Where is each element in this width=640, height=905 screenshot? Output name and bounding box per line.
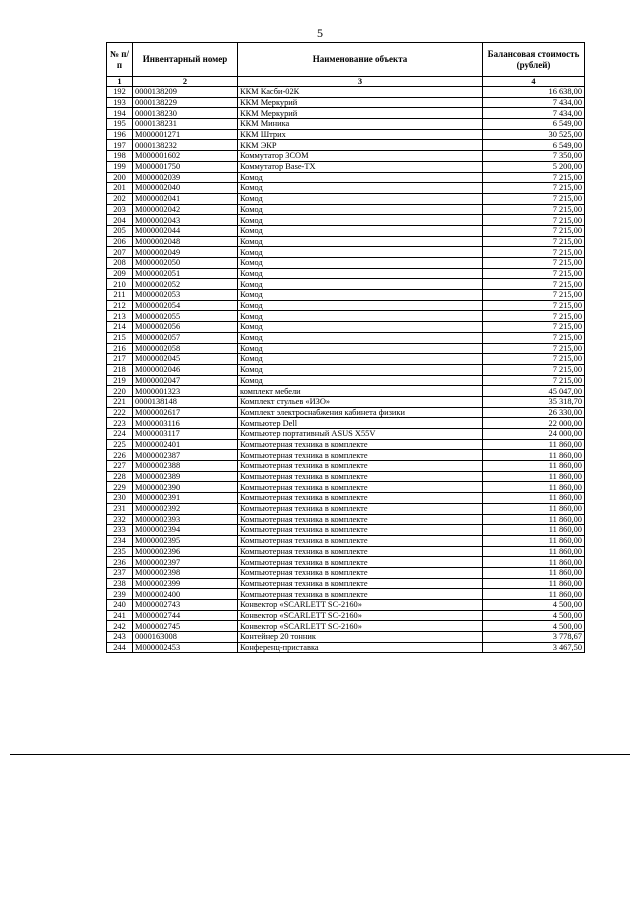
- inventory-number-cell: М000002395: [133, 535, 238, 546]
- inventory-number-cell: М000002052: [133, 279, 238, 290]
- inventory-number-cell: М000002390: [133, 482, 238, 493]
- table-row: [107, 589, 585, 600]
- table-row: [107, 300, 585, 311]
- object-name-cell: Компьютерная техника в комплекте: [238, 503, 483, 514]
- table-header-row: [107, 43, 585, 77]
- object-name-cell: Компьютер портативный ASUS X55V: [238, 429, 483, 440]
- book-value-cell: 7 215,00: [483, 311, 585, 322]
- object-name-cell: Комод: [238, 183, 483, 194]
- table-row: [107, 119, 585, 130]
- row-number-cell: 198: [107, 151, 133, 162]
- row-number-cell: 220: [107, 386, 133, 397]
- row-number-cell: 197: [107, 140, 133, 151]
- row-number-cell: 215: [107, 332, 133, 343]
- table-row: [107, 461, 585, 472]
- inventory-number-cell: 0000138232: [133, 140, 238, 151]
- inventory-number-cell: 0000138229: [133, 97, 238, 108]
- inventory-number-cell: М000002039: [133, 172, 238, 183]
- table-row: [107, 503, 585, 514]
- table-row: [107, 332, 585, 343]
- inventory-number-cell: М000002744: [133, 610, 238, 621]
- row-number-cell: 226: [107, 450, 133, 461]
- row-number-cell: 244: [107, 642, 133, 653]
- inventory-number-cell: 0000138230: [133, 108, 238, 119]
- row-number-cell: 228: [107, 471, 133, 482]
- table-row: [107, 364, 585, 375]
- table-row: [107, 525, 585, 536]
- book-value-cell: 7 215,00: [483, 322, 585, 333]
- table-row: [107, 225, 585, 236]
- column-number-row: [107, 77, 585, 87]
- inventory-number-cell: М000002047: [133, 375, 238, 386]
- object-name-cell: ККМ Касби-02К: [238, 87, 483, 98]
- row-number-cell: 241: [107, 610, 133, 621]
- row-number-cell: 218: [107, 364, 133, 375]
- table-row: [107, 578, 585, 589]
- row-number-cell: 243: [107, 632, 133, 643]
- row-number-cell: 214: [107, 322, 133, 333]
- table-row: [107, 343, 585, 354]
- table-row: [107, 600, 585, 611]
- book-value-cell: 45 047,00: [483, 386, 585, 397]
- inventory-number-cell: М000002389: [133, 471, 238, 482]
- book-value-cell: 7 434,00: [483, 108, 585, 119]
- object-name-cell: Комод: [238, 364, 483, 375]
- book-value-cell: 11 860,00: [483, 589, 585, 600]
- table-row: [107, 151, 585, 162]
- object-name-cell: Комод: [238, 193, 483, 204]
- row-number-cell: 231: [107, 503, 133, 514]
- row-number-cell: 227: [107, 461, 133, 472]
- inventory-number-cell: М000002743: [133, 600, 238, 611]
- row-number-cell: 200: [107, 172, 133, 183]
- inventory-number-cell: М000002387: [133, 450, 238, 461]
- book-value-cell: 7 215,00: [483, 215, 585, 226]
- object-name-cell: Комод: [238, 343, 483, 354]
- book-value-cell: 4 500,00: [483, 600, 585, 611]
- row-number-cell: 204: [107, 215, 133, 226]
- inventory-number-cell: М000002055: [133, 311, 238, 322]
- row-number-cell: 222: [107, 407, 133, 418]
- book-value-cell: 7 215,00: [483, 172, 585, 183]
- inventory-number-cell: М000002046: [133, 364, 238, 375]
- object-name-cell: Комод: [238, 225, 483, 236]
- book-value-cell: 3 467,50: [483, 642, 585, 653]
- object-name-cell: Компьютерная техника в комплекте: [238, 493, 483, 504]
- row-number-cell: 205: [107, 225, 133, 236]
- book-value-cell: 11 860,00: [483, 514, 585, 525]
- object-name-cell: комплект мебели: [238, 386, 483, 397]
- row-number-cell: 240: [107, 600, 133, 611]
- table-row: [107, 108, 585, 119]
- inventory-number-cell: М000003116: [133, 418, 238, 429]
- table-row: [107, 268, 585, 279]
- inventory-number-cell: М000002745: [133, 621, 238, 632]
- book-value-cell: 22 000,00: [483, 418, 585, 429]
- inventory-number-cell: М000001750: [133, 161, 238, 172]
- book-value-cell: 7 215,00: [483, 364, 585, 375]
- inventory-number-cell: М000002453: [133, 642, 238, 653]
- table-row: [107, 279, 585, 290]
- object-name-cell: Контейнер 20 тонник: [238, 632, 483, 643]
- row-number-cell: 203: [107, 204, 133, 215]
- header-inventory-number: Инвентарный номер: [133, 43, 238, 77]
- table-row: [107, 429, 585, 440]
- row-number-cell: 211: [107, 290, 133, 301]
- object-name-cell: Конвектор «SCARLETT SC-2160»: [238, 621, 483, 632]
- table-row: [107, 354, 585, 365]
- object-name-cell: Компьютер Dell: [238, 418, 483, 429]
- book-value-cell: 11 860,00: [483, 535, 585, 546]
- object-name-cell: Конвектор «SCARLETT SC-2160»: [238, 610, 483, 621]
- book-value-cell: 11 860,00: [483, 546, 585, 557]
- inventory-number-cell: М000002054: [133, 300, 238, 311]
- book-value-cell: 11 860,00: [483, 567, 585, 578]
- table-row: [107, 407, 585, 418]
- table-row: [107, 514, 585, 525]
- table-row: [107, 215, 585, 226]
- object-name-cell: Комод: [238, 354, 483, 365]
- book-value-cell: 4 500,00: [483, 610, 585, 621]
- row-number-cell: 236: [107, 557, 133, 568]
- table-row: [107, 375, 585, 386]
- inventory-number-cell: 0000138231: [133, 119, 238, 130]
- row-number-cell: 237: [107, 567, 133, 578]
- object-name-cell: ККМ Штрих: [238, 129, 483, 140]
- table-row: [107, 193, 585, 204]
- object-name-cell: Комод: [238, 268, 483, 279]
- book-value-cell: 11 860,00: [483, 450, 585, 461]
- inventory-number-cell: М000002051: [133, 268, 238, 279]
- inventory-number-cell: М000002045: [133, 354, 238, 365]
- inventory-number-cell: М000002394: [133, 525, 238, 536]
- inventory-number-cell: М000002396: [133, 546, 238, 557]
- inventory-number-cell: М000002617: [133, 407, 238, 418]
- table-row: [107, 204, 585, 215]
- row-number-cell: 206: [107, 236, 133, 247]
- table-row: [107, 493, 585, 504]
- row-number-cell: 221: [107, 396, 133, 407]
- inventory-number-cell: М000002397: [133, 557, 238, 568]
- inventory-number-cell: М000002401: [133, 439, 238, 450]
- object-name-cell: Комод: [238, 290, 483, 301]
- inventory-number-cell: М000003117: [133, 429, 238, 440]
- book-value-cell: 11 860,00: [483, 439, 585, 450]
- table-row: [107, 632, 585, 643]
- table-row: [107, 258, 585, 269]
- table-row: [107, 290, 585, 301]
- book-value-cell: 7 215,00: [483, 258, 585, 269]
- table-row: [107, 418, 585, 429]
- table-row: [107, 161, 585, 172]
- inventory-number-cell: М000002041: [133, 193, 238, 204]
- table-row: [107, 140, 585, 151]
- table-row: [107, 183, 585, 194]
- row-number-cell: 201: [107, 183, 133, 194]
- header-object-name: Наименование объекта: [238, 43, 483, 77]
- inventory-number-cell: М000002053: [133, 290, 238, 301]
- inventory-number-cell: М000002044: [133, 225, 238, 236]
- book-value-cell: 7 215,00: [483, 236, 585, 247]
- row-number-cell: 202: [107, 193, 133, 204]
- inventory-number-cell: М000001271: [133, 129, 238, 140]
- table-row: [107, 236, 585, 247]
- row-number-cell: 238: [107, 578, 133, 589]
- object-name-cell: Компьютерная техника в комплекте: [238, 589, 483, 600]
- row-number-cell: 239: [107, 589, 133, 600]
- table-row: [107, 642, 585, 653]
- table-row: [107, 557, 585, 568]
- object-name-cell: Комод: [238, 247, 483, 258]
- book-value-cell: 11 860,00: [483, 557, 585, 568]
- row-number-cell: 209: [107, 268, 133, 279]
- inventory-number-cell: М000002391: [133, 493, 238, 504]
- table-row: [107, 87, 585, 98]
- inventory-number-cell: М000002040: [133, 183, 238, 194]
- inventory-number-cell: М000002043: [133, 215, 238, 226]
- table-row: [107, 322, 585, 333]
- object-name-cell: Компьютерная техника в комплекте: [238, 461, 483, 472]
- book-value-cell: 7 215,00: [483, 375, 585, 386]
- row-number-cell: 232: [107, 514, 133, 525]
- object-name-cell: Компьютерная техника в комплекте: [238, 450, 483, 461]
- book-value-cell: 7 350,00: [483, 151, 585, 162]
- object-name-cell: Компьютерная техника в комплекте: [238, 546, 483, 557]
- object-name-cell: ККМ Миника: [238, 119, 483, 130]
- book-value-cell: 7 215,00: [483, 268, 585, 279]
- table-row: [107, 396, 585, 407]
- book-value-cell: 4 500,00: [483, 621, 585, 632]
- book-value-cell: 11 860,00: [483, 578, 585, 589]
- row-number-cell: 195: [107, 119, 133, 130]
- object-name-cell: Компьютерная техника в комплекте: [238, 535, 483, 546]
- object-name-cell: ККМ Меркурий: [238, 97, 483, 108]
- book-value-cell: 11 860,00: [483, 471, 585, 482]
- table-row: [107, 386, 585, 397]
- inventory-number-cell: М000002400: [133, 589, 238, 600]
- row-number-cell: 193: [107, 97, 133, 108]
- book-value-cell: 7 434,00: [483, 97, 585, 108]
- bottom-divider: [10, 754, 630, 755]
- book-value-cell: 35 318,70: [483, 396, 585, 407]
- book-value-cell: 7 215,00: [483, 300, 585, 311]
- object-name-cell: Конвектор «SCARLETT SC-2160»: [238, 600, 483, 611]
- inventory-number-cell: 0000138148: [133, 396, 238, 407]
- inventory-table: [106, 42, 585, 653]
- table-row: [107, 97, 585, 108]
- book-value-cell: 11 860,00: [483, 525, 585, 536]
- row-number-cell: 229: [107, 482, 133, 493]
- book-value-cell: 7 215,00: [483, 332, 585, 343]
- table-row: [107, 610, 585, 621]
- row-number-cell: 224: [107, 429, 133, 440]
- inventory-number-cell: М000002398: [133, 567, 238, 578]
- row-number-cell: 242: [107, 621, 133, 632]
- table-body: [107, 87, 585, 653]
- row-number-cell: 196: [107, 129, 133, 140]
- row-number-cell: 230: [107, 493, 133, 504]
- inventory-number-cell: М000002057: [133, 332, 238, 343]
- book-value-cell: 7 215,00: [483, 225, 585, 236]
- object-name-cell: Комод: [238, 332, 483, 343]
- table-row: [107, 247, 585, 258]
- object-name-cell: Компьютерная техника в комплекте: [238, 439, 483, 450]
- row-number-cell: 213: [107, 311, 133, 322]
- inventory-number-cell: М000002042: [133, 204, 238, 215]
- object-name-cell: Комод: [238, 215, 483, 226]
- object-name-cell: ККМ Меркурий: [238, 108, 483, 119]
- book-value-cell: 7 215,00: [483, 247, 585, 258]
- book-value-cell: 24 000,00: [483, 429, 585, 440]
- inventory-number-cell: М000001602: [133, 151, 238, 162]
- row-number-cell: 192: [107, 87, 133, 98]
- inventory-number-cell: М000002058: [133, 343, 238, 354]
- table-row: [107, 450, 585, 461]
- row-number-cell: 216: [107, 343, 133, 354]
- object-name-cell: Компьютерная техника в комплекте: [238, 525, 483, 536]
- inventory-number-cell: М000002399: [133, 578, 238, 589]
- table-row: [107, 172, 585, 183]
- page-number: 5: [317, 26, 323, 40]
- object-name-cell: Компьютерная техника в комплекте: [238, 514, 483, 525]
- table-row: [107, 546, 585, 557]
- column-number: 3: [238, 77, 483, 87]
- inventory-number-cell: М000002393: [133, 514, 238, 525]
- inventory-number-cell: М000001323: [133, 386, 238, 397]
- object-name-cell: Комод: [238, 279, 483, 290]
- object-name-cell: Комод: [238, 311, 483, 322]
- book-value-cell: 11 860,00: [483, 503, 585, 514]
- object-name-cell: Компьютерная техника в комплекте: [238, 567, 483, 578]
- book-value-cell: 7 215,00: [483, 204, 585, 215]
- row-number-cell: 234: [107, 535, 133, 546]
- row-number-cell: 199: [107, 161, 133, 172]
- book-value-cell: 7 215,00: [483, 193, 585, 204]
- object-name-cell: Комод: [238, 172, 483, 183]
- table-row: [107, 129, 585, 140]
- object-name-cell: Комплект электроснабжения кабинета физики: [238, 407, 483, 418]
- column-number: 4: [483, 77, 585, 87]
- header-row-number: № п/п: [107, 43, 133, 77]
- table-row: [107, 535, 585, 546]
- object-name-cell: Конференц-приставка: [238, 642, 483, 653]
- book-value-cell: 6 549,00: [483, 140, 585, 151]
- book-value-cell: 7 215,00: [483, 183, 585, 194]
- row-number-cell: 233: [107, 525, 133, 536]
- inventory-number-cell: 0000163008: [133, 632, 238, 643]
- book-value-cell: 11 860,00: [483, 493, 585, 504]
- object-name-cell: Комод: [238, 300, 483, 311]
- inventory-number-cell: М000002388: [133, 461, 238, 472]
- book-value-cell: 16 638,00: [483, 87, 585, 98]
- book-value-cell: 6 549,00: [483, 119, 585, 130]
- object-name-cell: Комод: [238, 375, 483, 386]
- object-name-cell: Комод: [238, 322, 483, 333]
- row-number-cell: 194: [107, 108, 133, 119]
- book-value-cell: 7 215,00: [483, 343, 585, 354]
- inventory-number-cell: М000002049: [133, 247, 238, 258]
- row-number-cell: 208: [107, 258, 133, 269]
- inventory-number-cell: М000002048: [133, 236, 238, 247]
- object-name-cell: Комод: [238, 204, 483, 215]
- row-number-cell: 210: [107, 279, 133, 290]
- object-name-cell: Комод: [238, 236, 483, 247]
- column-number: 2: [133, 77, 238, 87]
- object-name-cell: Компьютерная техника в комплекте: [238, 557, 483, 568]
- object-name-cell: Комод: [238, 258, 483, 269]
- table-row: [107, 482, 585, 493]
- inventory-number-cell: М000002392: [133, 503, 238, 514]
- book-value-cell: 30 525,00: [483, 129, 585, 140]
- row-number-cell: 217: [107, 354, 133, 365]
- header-book-value: Балансовая стоимость (рублей): [483, 43, 585, 77]
- object-name-cell: Комплект стульев «ИЗО»: [238, 396, 483, 407]
- book-value-cell: 5 200,00: [483, 161, 585, 172]
- row-number-cell: 223: [107, 418, 133, 429]
- table-row: [107, 439, 585, 450]
- inventory-number-cell: М000002050: [133, 258, 238, 269]
- row-number-cell: 225: [107, 439, 133, 450]
- row-number-cell: 219: [107, 375, 133, 386]
- column-number: 1: [107, 77, 133, 87]
- table-row: [107, 567, 585, 578]
- object-name-cell: ККМ ЭКР: [238, 140, 483, 151]
- book-value-cell: 7 215,00: [483, 279, 585, 290]
- row-number-cell: 235: [107, 546, 133, 557]
- object-name-cell: Компьютерная техника в комплекте: [238, 578, 483, 589]
- object-name-cell: Компьютерная техника в комплекте: [238, 482, 483, 493]
- book-value-cell: 11 860,00: [483, 461, 585, 472]
- inventory-number-cell: М000002056: [133, 322, 238, 333]
- object-name-cell: Коммутатор 3COM: [238, 151, 483, 162]
- book-value-cell: 26 330,00: [483, 407, 585, 418]
- row-number-cell: 207: [107, 247, 133, 258]
- book-value-cell: 3 778,67: [483, 632, 585, 643]
- table-row: [107, 311, 585, 322]
- book-value-cell: 7 215,00: [483, 290, 585, 301]
- object-name-cell: Компьютерная техника в комплекте: [238, 471, 483, 482]
- row-number-cell: 212: [107, 300, 133, 311]
- inventory-number-cell: 0000138209: [133, 87, 238, 98]
- book-value-cell: 7 215,00: [483, 354, 585, 365]
- table-row: [107, 621, 585, 632]
- table-row: [107, 471, 585, 482]
- object-name-cell: Коммутатор Base-TX: [238, 161, 483, 172]
- book-value-cell: 11 860,00: [483, 482, 585, 493]
